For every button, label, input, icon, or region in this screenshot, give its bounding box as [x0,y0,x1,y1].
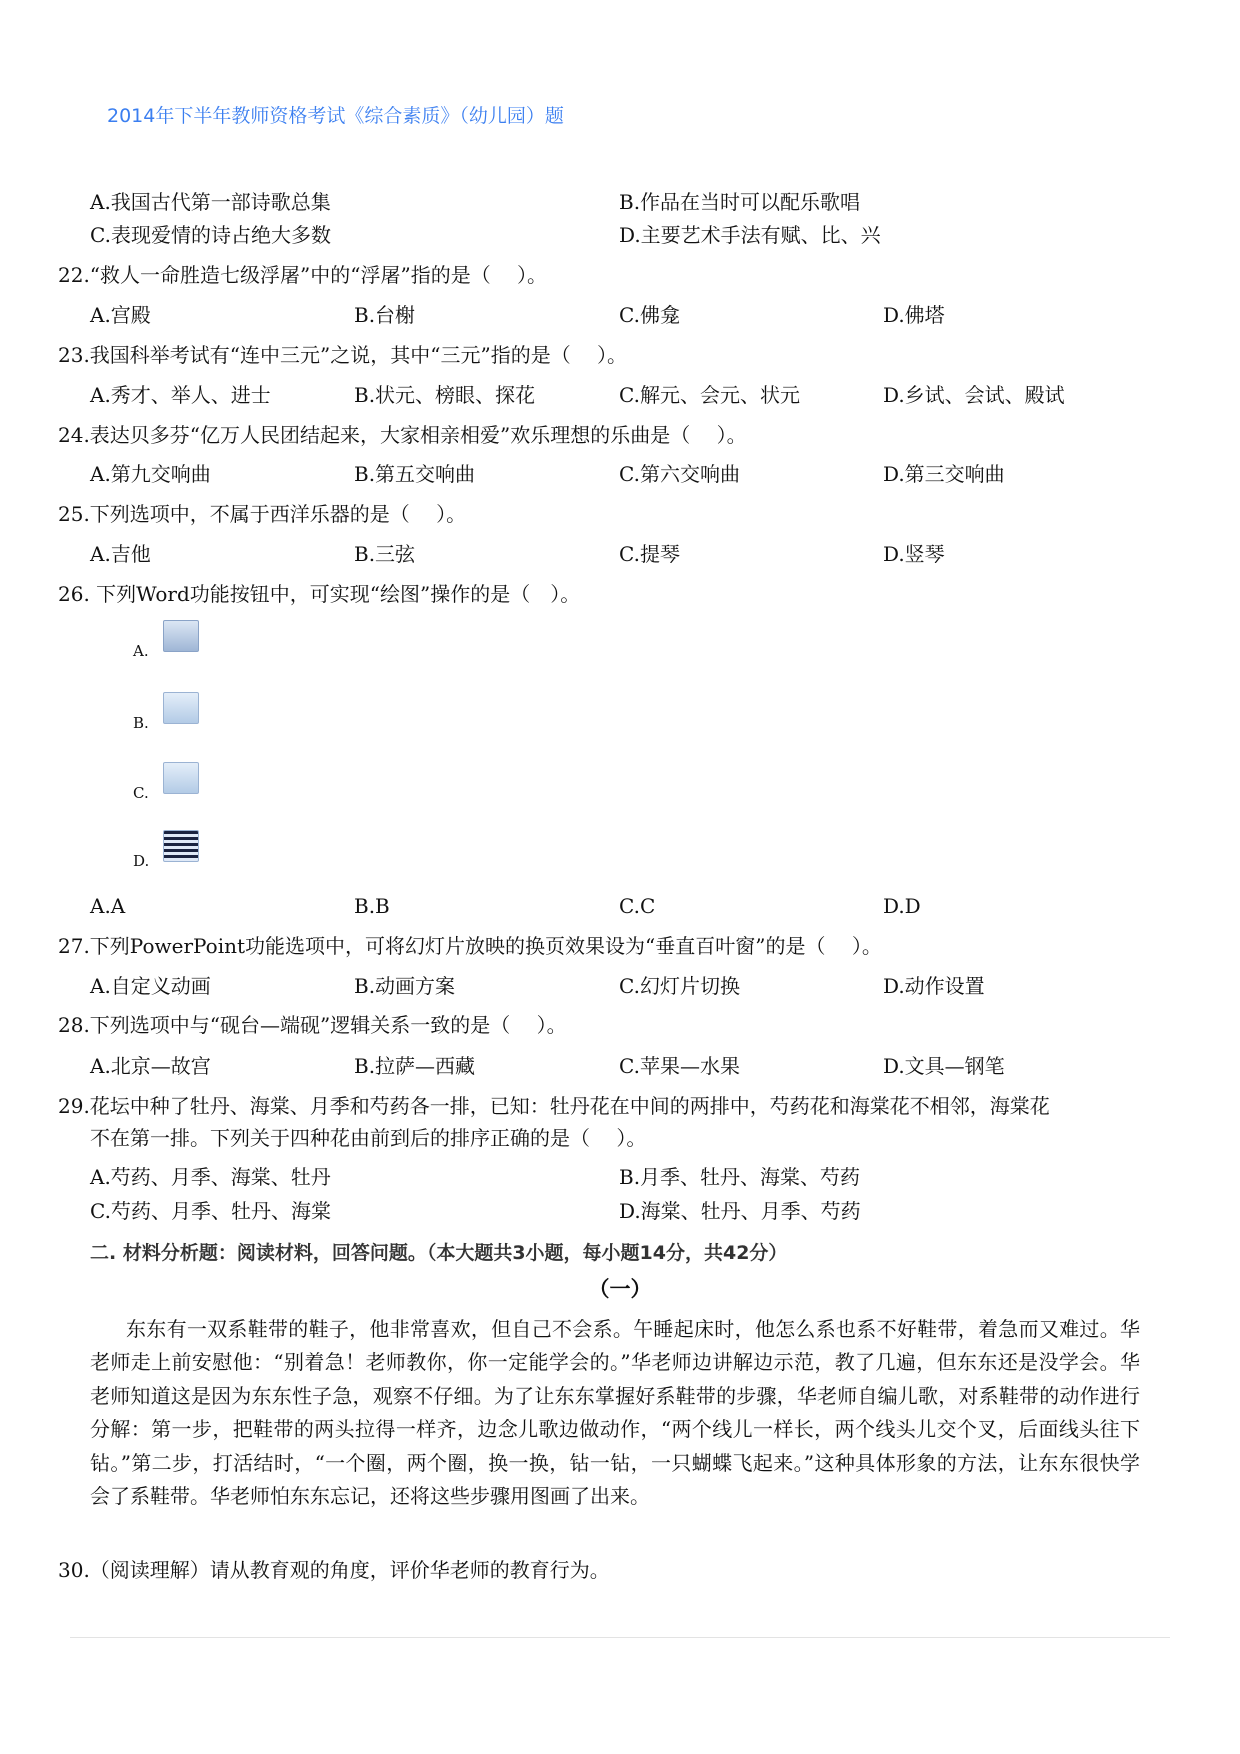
q29-option-d: D.海棠、牡丹、月季、芍药 [619,1199,861,1223]
q21-option-d: D.主要艺术手法有赋、比、兴 [619,223,881,247]
document-title: 2014年下半年教师资格考试《综合素质》（幼儿园）题 [107,105,564,127]
answer-option: B.状元、榜眼、探花 [354,383,536,407]
answer-option: C.解元、会元、状元 [619,383,800,407]
answer-option: B.台榭 [354,303,416,327]
answer-option: B.动画方案 [354,974,456,998]
question-stem: 25.下列选项中，不属于西洋乐器的是（ ）。 [58,502,467,526]
question-stem: 24.表达贝多芬“亿万人民团结起来，大家相亲相爱”欢乐理想的乐曲是（ ）。 [58,423,747,447]
answer-option: A.自定义动画 [90,974,211,998]
q29-option-c: C.芍药、月季、牡丹、海棠 [90,1199,331,1223]
icon-option-label: D. [133,852,150,870]
q21-option-a: A.我国古代第一部诗歌总集 [90,190,331,214]
page-divider [70,1637,1170,1638]
answer-option: A.北京—故宫 [90,1054,211,1078]
reading-passage: 东东有一双系鞋带的鞋子，他非常喜欢，但自己不会系。午睡起床时，他怎么系也系不好鞋带，着急而又难过。华老师走上前安慰他：“别着急！老师教你，你一定能学会的。”华老师边讲解边示范，教了几遍，但东东还是没学会。华老师知道这是因为东东性子急，观察不仔细。为了让东东掌握好系鞋带的步骤，华老师自编儿歌，对系鞋带的动作进行分解：第一步，把鞋带的两头拉得一样齐，边念儿歌边做动作，“两个线儿一样长，两个线头儿交个叉，后面线头往下钻。”第二步，打活结时，“一个圈，两个圈，换一换，钻一钻，一只蝴蝶飞起来。”这种具体形象的方法，让东东很快学会了系鞋带。华老师怕东东忘记，还将这些步骤用图画了出来。 [90,1317,1140,1509]
answer-option: B.拉萨—西藏 [354,1054,476,1078]
answer-option: D.第三交响曲 [883,462,1005,486]
q29-option-a: A.芍药、月季、海棠、牡丹 [90,1165,331,1189]
answer-option: B.第五交响曲 [354,462,476,486]
draw-table-pencil-icon [163,620,199,652]
answer-option: C.佛龛 [619,303,680,327]
answer-option: D.动作设置 [883,974,985,998]
answer-option: D.文具—钢笔 [883,1054,1005,1078]
question-stem: 22.“救人一命胜造七级浮屠”中的“浮屠”指的是（ ）。 [58,263,548,287]
answer-option: A.A [90,894,126,918]
icon-option-label: A. [133,642,149,660]
answer-option: C.C [619,894,656,918]
section-heading: 二. 材料分析题：阅读材料，回答问题。（本大题共3小题，每小题14分，共42分） [90,1242,788,1264]
question-30: 30.（阅读理解）请从教育观的角度，评价华老师的教育行为。 [58,1558,610,1582]
answer-option: D.D [883,894,921,918]
align-center-icon [163,830,199,862]
q29-option-b: B.月季、牡丹、海棠、芍药 [619,1165,861,1189]
answer-option: C.第六交响曲 [619,462,740,486]
question-stem: 28.下列选项中与“砚台—端砚”逻辑关系一致的是（ ）。 [58,1013,567,1037]
q21-option-b: B.作品在当时可以配乐歌唱 [619,190,861,214]
material-number: （一） [588,1276,652,1301]
answer-option: B.三弦 [354,542,416,566]
icon-option-label: C. [133,784,149,802]
question-29-line-1: 29.花坛中种了牡丹、海棠、月季和芍药各一排，已知：牡丹花在中间的两排中，芍药花和海棠花不相邻，海棠花 [58,1094,1050,1118]
answer-option: A.秀才、举人、进士 [90,383,271,407]
answer-option: A.吉他 [90,542,151,566]
drawing-shapes-icon [163,762,199,794]
question-stem: 23.我国科举考试有“连中三元”之说，其中“三元”指的是（ ）。 [58,343,628,367]
question-stem: 27.下列PowerPoint功能选项中，可将幻灯片放映的换页效果设为“垂直百叶窗”的是（ ）。 [58,934,882,958]
answer-option: C.提琴 [619,542,680,566]
question-stem: 26. 下列Word功能按钮中，可实现“绘图”操作的是（ ）。 [58,582,581,606]
answer-option: C.幻灯片切换 [619,974,740,998]
answer-option: A.第九交响曲 [90,462,211,486]
question-29-line-2: 不在第一排。下列关于四种花由前到后的排序正确的是（ ）。 [90,1126,647,1150]
icon-option-label: B. [133,714,149,732]
answer-option: D.竖琴 [883,542,945,566]
answer-option: B.B [354,894,390,918]
answer-option: D.佛塔 [883,303,945,327]
insert-excel-table-icon [163,692,199,724]
answer-option: D.乡试、会试、殿试 [883,383,1065,407]
answer-option: C.苹果—水果 [619,1054,740,1078]
answer-option: A.宫殿 [90,303,151,327]
q21-option-c: C.表现爱情的诗占绝大多数 [90,223,331,247]
